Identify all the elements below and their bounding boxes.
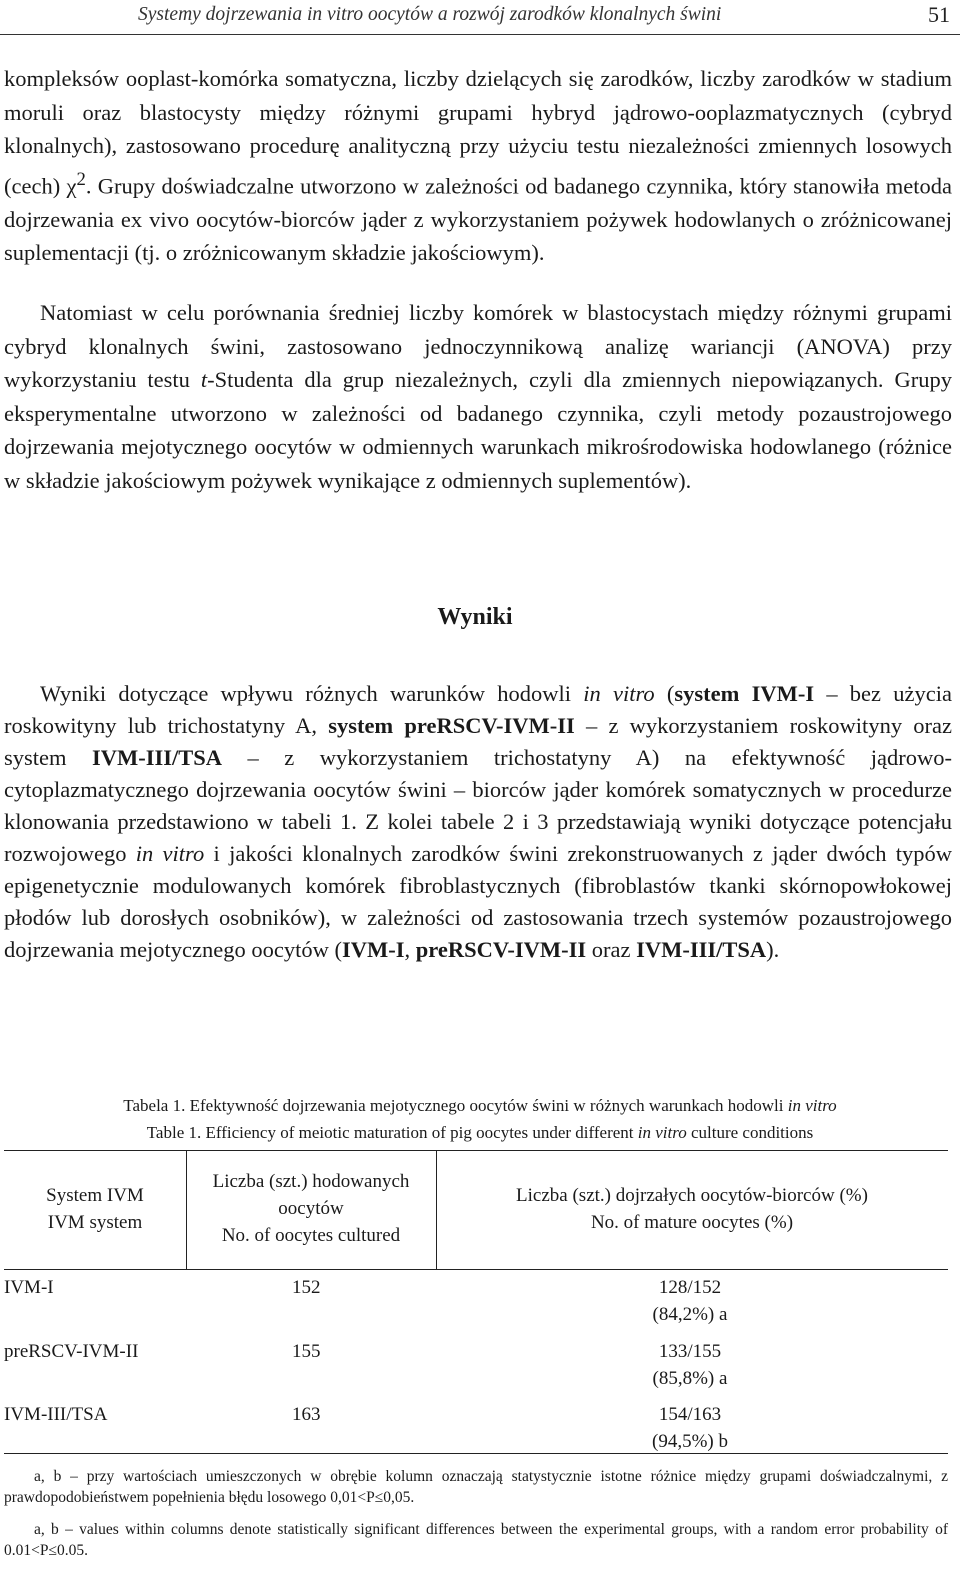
running-title: Systemy dojrzewania in vitro oocytów a rozwój zarodków klonalnych świni [138, 4, 722, 25]
section-heading: Wyniki [437, 604, 513, 630]
column-header-system: System IVM IVM system [46, 1185, 144, 1233]
table-cell-system: IVM-III/TSA [4, 1404, 108, 1425]
running-header [0, 0, 960, 35]
table-cell-system: preRSCV-IVM-II [4, 1341, 139, 1362]
table-cell-cultured: 155 [292, 1341, 321, 1362]
page-number: 51 [928, 2, 950, 27]
table-caption-en: Table 1. Efficiency of meiotic maturation of pig oocytes under different in vitro culture conditions [146, 1123, 814, 1142]
header-rule [4, 1269, 948, 1270]
table-cell-mature: 154/163 (94,5%) b [652, 1404, 728, 1452]
table-cell-mature: 133/155 (85,8%) a [652, 1341, 728, 1389]
table-cell-system: IVM-I [4, 1277, 54, 1298]
paragraph-methods-2: Natomiast w celu porównania średniej liczby komórek w blastocystach między różnymi grupami cybryd klonalnych świni, zastosowano jednoczynnikową analizę wariancji (ANOVA) przy wykorzystaniu testu t-Studenta dla grup niezależnych, czyli dla zmiennych niepowiązanych. Grupy eksperymentalne utworzono w zależności od badanego czynnika, czyli metody pozaustrojowego dojrzewania mejotycznego oocytów w odmiennych warunkach mikrośrodowiska hodowlanego (różnice w składzie jakościowym pożywek wynikające z odmiennych suplementów). [4, 300, 952, 493]
table-1 [4, 1150, 948, 1454]
table-cell-cultured: 152 [292, 1277, 321, 1298]
paragraph-results: Wyniki dotyczące wpływu różnych warunków hodowli in vitro (system IVM-I – bez użycia roskowityny lub trichostatyny A, system preRSCV-IVM-II – z wykorzystaniem roskowityny oraz system IVM-III/TSA – z wykorzystaniem trichostatyny A) na efektywność jądrowo-cytoplazmatycznego dojrzewania oocytów świni – biorców jąder komórek somatycznych w procedurze klonowania przedstawiono w tabeli 1. Z kolei tabele 2 i 3 przedstawiają wyniki dotyczące potencjału rozwojowego in vitro i jakości klonalnych zarodków świni zrekonstruowanych z jąder dwóch typów epigenetycznie modulowanych komórek fibroblastycznych (fibroblastów tkanki skórnopowłokowej płodów lub dorosłych osobników), w zależności od zastosowania trzech systemów pozaustrojowego dojrzewania mejotycznego oocytów (IVM-I, preRSCV-IVM-II oraz IVM-III/TSA). [4, 681, 952, 962]
table-note-en: a, b – values within columns denote statistically significant differences between the experimental groups, with a random error probability of 0.01<P≤0.05. [4, 1521, 948, 1559]
table-note-pl: a, b – przy wartościach umieszczonych w obrębie kolumn oznaczają statystycznie istotne różnice między grupami doświadczalnymi, z prawdopodobieństwem popełnienia błędu losowego 0,01<P≤0,05. [4, 1468, 948, 1506]
table-cell-cultured: 163 [292, 1404, 321, 1425]
column-header-cultured: Liczba (szt.) hodowanych oocytów No. of oocytes cultured [212, 1171, 410, 1246]
paragraph-methods-1: kompleksów ooplast-komórka somatyczna, liczby dzielących się zarodków, liczby zarodków w stadium moruli oraz blastocysty między różnymi grupami hybryd jądrowo-ooplazmatycznych (cybryd klonalnych), zastosowano procedurę analityczną przy użyciu testu niezależności zmiennych losowych (cech) $\chi^2$. Grupy doświadczalne utworzono w zależności od badanego czynnika, który stanowiła metoda dojrzewania ex vivo oocytów-biorców jąder z wykorzystaniem pożywek hodowlanych o zróżnicowanej suplementacji (tj. o zróżnicowanym składzie jakościowym). [4, 66, 952, 266]
column-header-mature: Liczba (szt.) dojrzałych oocytów-biorców (%) No. of mature oocytes (%) [516, 1185, 868, 1233]
table-caption-pl: Tabela 1. Efektywność dojrzewania mejotycznego oocytów świni w różnych warunkach hodowli in vitro [123, 1096, 837, 1115]
table-cell-mature: 128/152 (84,2%) a [652, 1277, 728, 1325]
